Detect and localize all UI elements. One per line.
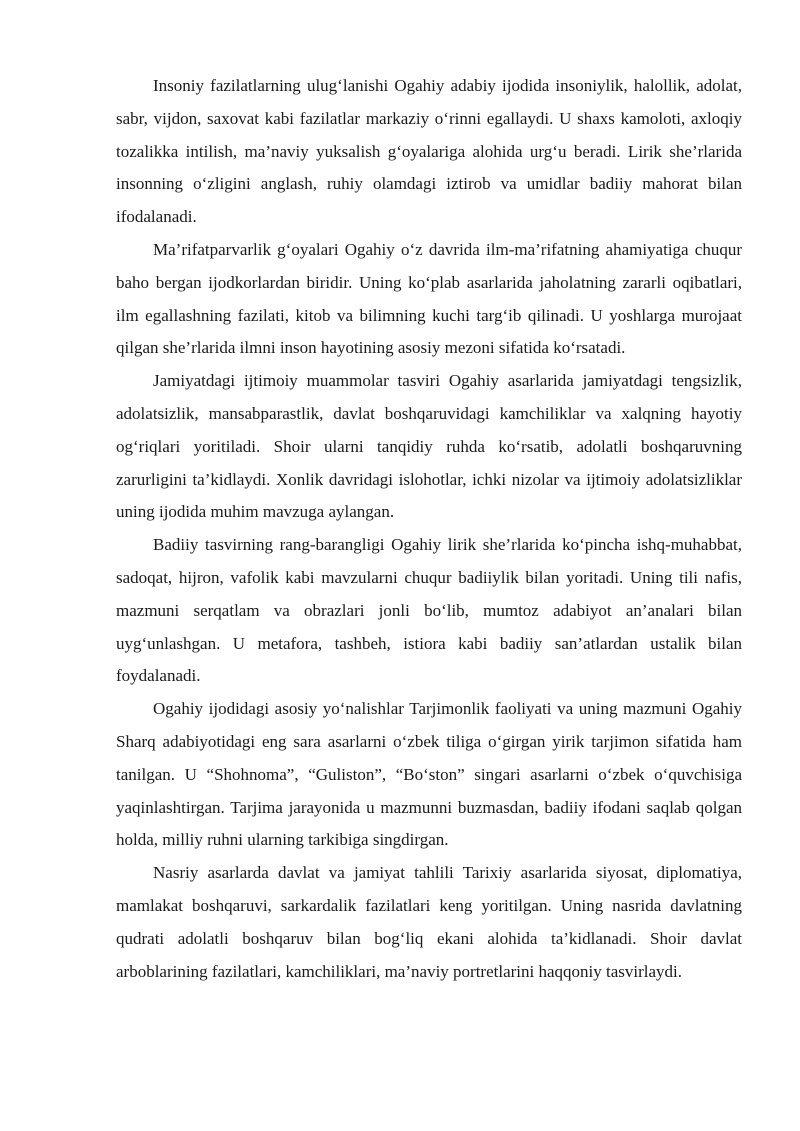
paragraph-artistic-imagery: Badiiy tasvirning rang-barangligi Ogahiy lirik she’rlarida ko‘pincha ishq-muhabbat, sadoqat, hijron, vafolik kabi mavzularni chuqur badiiylik bilan yoritadi. Uning tili nafis, mazmuni serqatlam va obrazlari jonli bo‘lib, mumtoz adabiyot an’analari bilan uyg‘unlashgan. U metafora, tashbeh, istiora kabi badiiy san’atlardan ustalik bilan foydalanadi.	[116, 535, 742, 686]
paragraph-social-problems: Jamiyatdagi ijtimoiy muammolar tasviri Ogahiy asarlarida jamiyatdagi tengsizlik, adolatsizlik, mansabparastlik, davlat boshqaruvidagi kamchiliklar va xalqning hayotiy og‘riqlari yoritiladi. Shoir ularni tanqidiy ruhda ko‘rsatib, adolatli boshqaruvning zarurligini ta’kidlaydi. Xonlik davridagi islohotlar, ichki nizolar va ijtimoiy adolatsizliklar uning ijodida muhim mavzuga aylangan.	[116, 371, 742, 522]
document-page	[116, 70, 742, 988]
paragraph-enlightenment: Ma’rifatparvarlik g‘oyalari Ogahiy o‘z davrida ilm-ma’rifatning ahamiyatiga chuqur baho bergan ijodkorlardan biridir. Uning ko‘plab asarlarida jaholatning zararli oqibatlari, ilm egallashning fazilati, kitob va bilimning kuchi targ‘ib qilinadi. U yoshlarga murojaat qilgan she’rlarida ilmni inson hayotining asosiy mezoni sifatida ko‘rsatadi.	[116, 239, 742, 358]
paragraph-translation: Ogahiy ijodidagi asosiy yo‘nalishlar Tarjimonlik faoliyati va uning mazmuni Ogahiy Sharq adabiyotidagi eng sara asarlarni o‘zbek tiliga o‘girgan yirik tarjimon sifatida ham tanilgan. U “Shohnoma”, “Guliston”, “Bo‘ston” singari asarlarni o‘zbek o‘quvchisiga yaqinlashtirgan. Tarjima jarayonida u mazmunni buzmasdan, badiiy ifodani saqlab qolgan holda, milliy ruhni ularning tarkibiga singdirgan.	[116, 699, 742, 850]
paragraph-prose-works: Nasriy asarlarda davlat va jamiyat tahlili Tarixiy asarlarida siyosat, diplomatiya, mamlakat boshqaruvi, sarkardalik fazilatlari keng yoritilgan. Uning nasrida davlatning qudrati adolatli boshqaruv bilan bog‘liq ekani alohida ta’kidlanadi. Shoir davlat arboblarining fazilatlari, kamchiliklari, ma’naviy portretlarini haqqoniy tasvirlaydi.	[116, 863, 742, 981]
paragraph-humanity: Insoniy fazilatlarning ulug‘lanishi Ogahiy adabiy ijodida insoniylik, halollik, adolat, sabr, vijdon, saxovat kabi fazilatlar markaziy o‘rinni egallaydi. U shaxs kamoloti, axloqiy tozalikka intilish, ma’naviy yuksalish g‘oyalariga alohida urg‘u beradi. Lirik she’rlarida insonning o‘zligini anglash, ruhiy olamdagi iztirob va umidlar badiiy mahorat bilan ifodalanadi.	[116, 76, 742, 227]
